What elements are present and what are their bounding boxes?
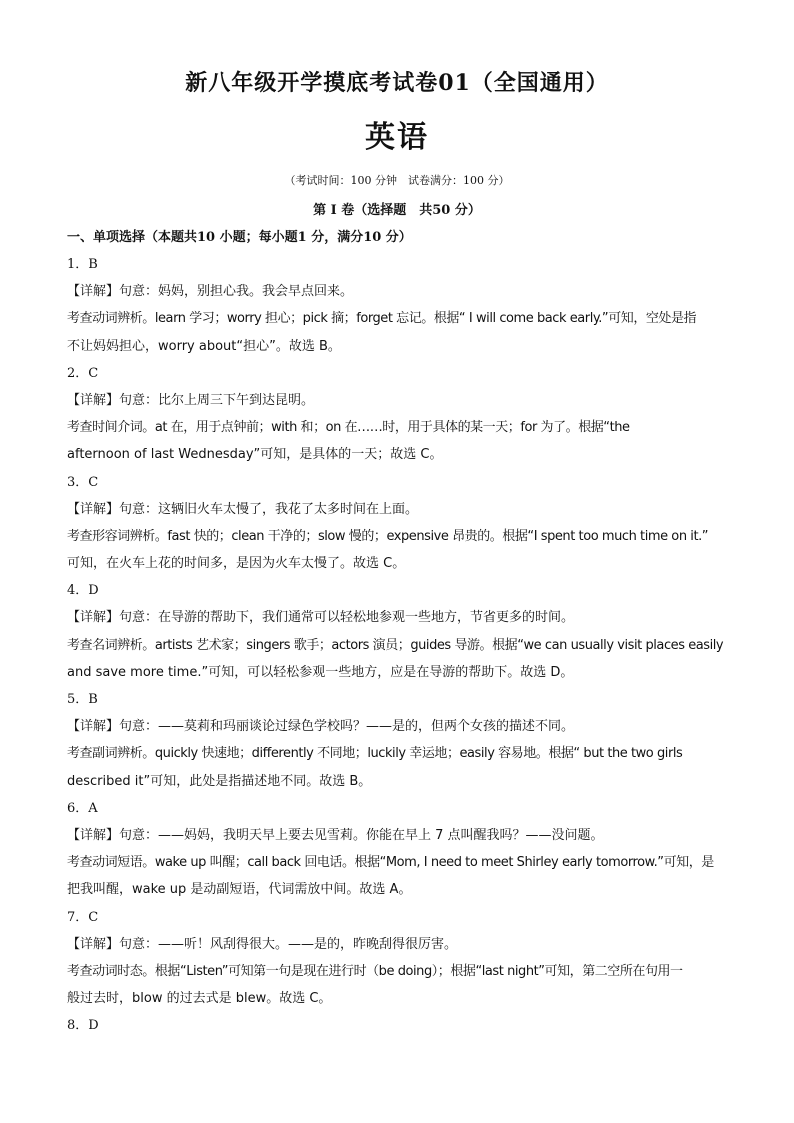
explanation-line: 【详解】句意：——莫莉和玛丽谈论过绿色学校吗？——是的，但两个女孩的描述不同。 — [67, 719, 575, 735]
answer-number: 8．D — [67, 1018, 99, 1034]
explanation-line: 【详解】句意：在导游的帮助下，我们通常可以轻松地参观一些地方，节省更多的时间。 — [67, 610, 575, 626]
explanation-line: 考查动词辨析。learn 学习；worry 担心；pick 摘；forget 忘记。根据“ I will come back early.”可知，空处是指 — [67, 311, 697, 327]
explanation-line: 把我叫醒，wake up 是动副短语，代词需放中间。故选 A。 — [67, 882, 412, 898]
explanation-line: 考查形容词辨析。fast 快的；clean 干净的；slow 慢的；expensive 昂贵的。根据“I spent too much time on it.” — [67, 528, 709, 544]
answer-number: 1．B — [67, 257, 98, 272]
answer-number: 4．D — [67, 583, 99, 599]
answer-number: 3．C — [67, 474, 99, 490]
explanation-line: 考查时间介词。at 在，用于点钟前；with 和；on 在……时，用于具体的某一天；for 为了。根据“the — [67, 420, 630, 436]
explanation-line: 考查副词辨析。quickly 快速地；differently 不同地；luckily 幸运地；easily 容易地。根据“ but the two girls — [67, 746, 683, 762]
explanation-line: 考查动词短语。wake up 叫醒；call back 回电话。根据“Mom, I need to meet Shirley early tomorrow.”可知，是 — [67, 855, 714, 871]
explanation-line: afternoon of last Wednesday”可知，是具体的一天；故选 C。 — [67, 447, 443, 463]
explanation-line: 般过去时，blow 的过去式是 blew。故选 C。 — [67, 991, 332, 1007]
document-title: 新八年级开学摸底考试卷01（全国通用） — [185, 70, 609, 96]
explanation-line: and save more time.”可知，可以轻松参观一些地方，应是在导游的帮助下。故选 D。 — [67, 664, 574, 680]
explanation-line: 考查名词辨析。artists 艺术家；singers 歌手；actors 演员；guides 导游。根据“we can usually visit places easily — [67, 637, 724, 653]
answer-content — [67, 251, 729, 1039]
section-heading: 一、单项选择（本题共10 小题；每小题1 分，满分10 分） — [67, 230, 412, 245]
answer-number: 5．B — [67, 692, 98, 707]
answer-number: 7．C — [67, 909, 99, 925]
volume-heading: 第 I 卷（选择题 共50 分） — [313, 203, 481, 218]
explanation-line: 【详解】句意：妈妈，别担心我。我会早点回来。 — [67, 284, 354, 300]
explanation-line: 【详解】句意：这辆旧火车太慢了，我花了太多时间在上面。 — [67, 501, 419, 517]
explanation-line: 【详解】句意：——妈妈，我明天早上要去见雪莉。你能在早上 7 点叫醒我吗？——没问题。 — [67, 827, 604, 843]
exam-info: （考试时间：100 分钟 试卷满分：100 分） — [284, 174, 510, 187]
explanation-line: 可知，在火车上花的时间多，是因为火车太慢了。故选 C。 — [67, 556, 406, 572]
answer-number: 2．C — [67, 365, 99, 381]
explanation-line: 【详解】句意：比尔上周三下午到达昆明。 — [67, 392, 315, 408]
subject-heading: 英语 — [365, 120, 429, 155]
answer-number: 6．A — [67, 800, 98, 816]
explanation-line: 不让妈妈担心，worry about“担心”。故选 B。 — [67, 338, 341, 354]
explanation-line: 【详解】句意：——听！风刮得很大。——是的，昨晚刮得很厉害。 — [67, 936, 458, 952]
explanation-line: 考查动词时态。根据“Listen”可知第一句是现在进行时（be doing）；根据“last night”可知，第二空所在句用一 — [67, 963, 683, 979]
explanation-line: described it”可知，此处是指描述地不同。故选 B。 — [67, 773, 372, 789]
